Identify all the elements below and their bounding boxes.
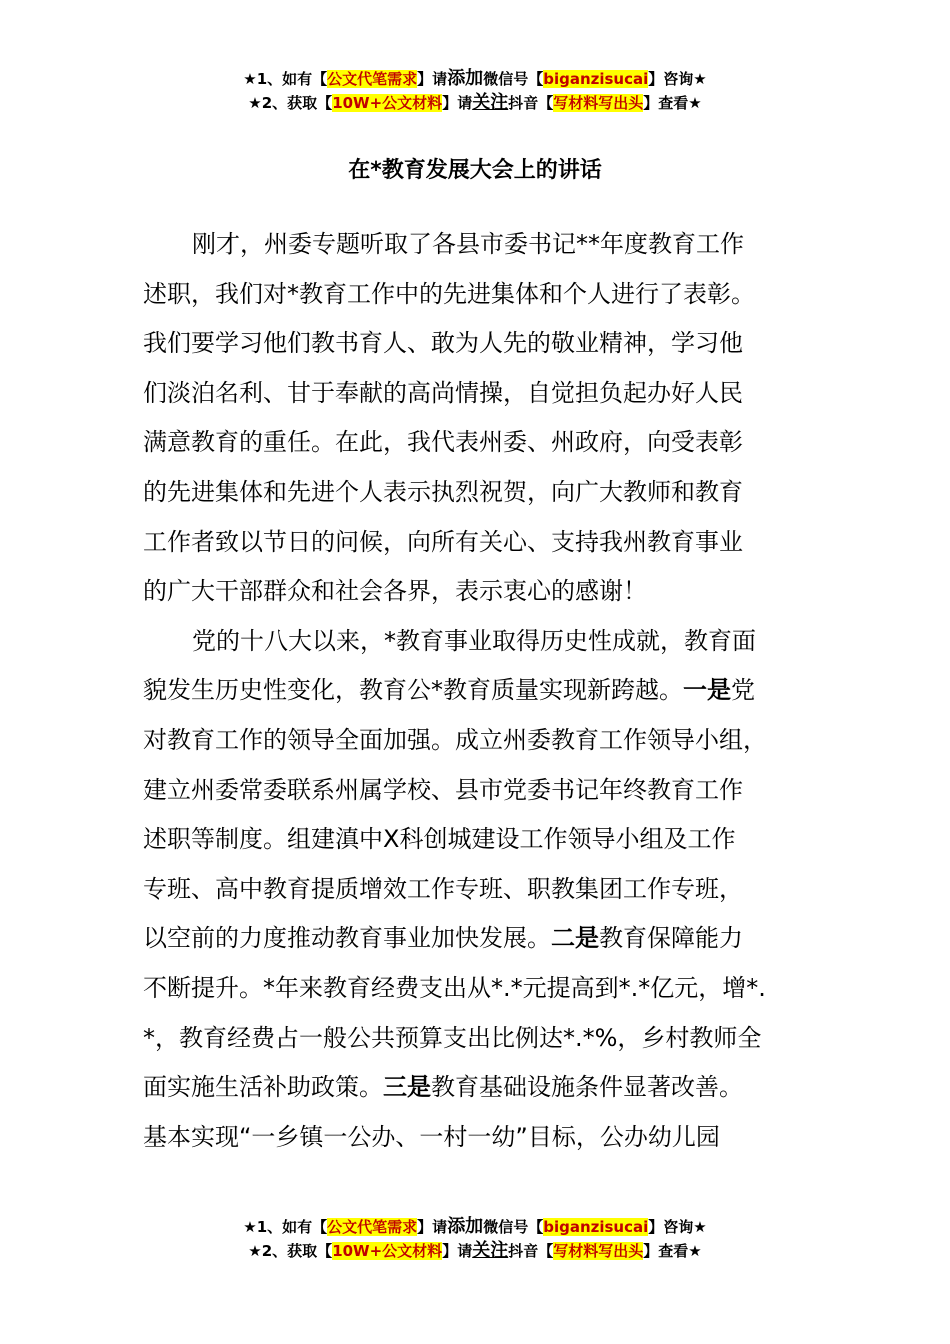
paragraph-line: 们淡泊名利、甘于奉献的高尚情操，自觉担负起办好人民 <box>143 378 743 407</box>
promo-text: 】查看★ <box>643 1242 702 1260</box>
paragraph-line: 我们要学习他们教书育人、敢为人先的敬业精神，学习他 <box>143 329 743 358</box>
promo-emphasis: 添加 <box>447 1216 484 1237</box>
promo-line-1 <box>0 68 950 92</box>
promo-highlight: 10W+公文材料 <box>332 1242 443 1260</box>
paragraph-line: 不断提升。*年来教育经费支出从*.*元提高到*.*亿元，增*. <box>143 973 766 1002</box>
promo-text: ★1、如有【 <box>243 1218 328 1236</box>
promo-text: 】请 <box>417 70 448 88</box>
promo-text: ★2、获取【 <box>248 94 333 112</box>
paragraph-line: 述职等制度。组建滇中X科创城建设工作领导小组及工作 <box>143 825 736 854</box>
promo-text: 】查看★ <box>643 94 702 112</box>
line-segment: 以空前的力度推动教育事业加快发展。 <box>143 924 551 953</box>
promo-text: 抖音【 <box>508 94 554 112</box>
line-segment: 党 <box>731 676 755 705</box>
promo-text: ★2、获取【 <box>248 1242 333 1260</box>
paragraph-line <box>143 1063 811 1113</box>
document-body <box>143 220 811 1162</box>
paragraph-line: *，教育经费占一般公共预算支出比例达*.*%，乡村教师全 <box>143 1023 762 1052</box>
promo-header <box>0 68 950 116</box>
paragraph-line <box>143 666 811 716</box>
promo-text: 】咨询★ <box>648 70 707 88</box>
promo-text: 】咨询★ <box>648 1218 707 1236</box>
promo-line-2 <box>0 1240 950 1264</box>
promo-text: 】请 <box>417 1218 448 1236</box>
promo-highlight: biganzisucai <box>543 70 649 88</box>
line-segment: 教育保障能力 <box>599 924 743 953</box>
promo-emphasis: 关注 <box>472 1240 509 1261</box>
paragraph-line: 建立州委常委联系州属学校、县市党委书记年终教育工作 <box>143 775 743 804</box>
paragraph-line: 满意教育的重任。在此，我代表州委、州政府，向受表彰 <box>143 428 743 457</box>
promo-highlight: 10W+公文材料 <box>332 94 443 112</box>
promo-highlight: biganzisucai <box>543 1218 649 1236</box>
paragraph-line: 的先进集体和先进个人表示执烈祝贺，向广大教师和教育 <box>143 477 743 506</box>
promo-text: 微信号【 <box>483 70 544 88</box>
promo-text: 】请 <box>442 1242 473 1260</box>
paragraph-line: 刚才，州委专题听取了各县市委书记**年度教育工作 <box>192 230 744 258</box>
paragraph-line: 对教育工作的领导全面加强。成立州委教育工作领导小组， <box>143 725 767 754</box>
paragraph-line: 述职，我们对*教育工作中的先进集体和个人进行了表彰。 <box>143 279 755 308</box>
promo-footer <box>0 1216 950 1264</box>
promo-emphasis: 添加 <box>447 68 484 89</box>
line-segment: 貌发生历史性变化，教育公*教育质量实现新跨越。 <box>143 676 683 705</box>
bold-marker: 二是 <box>551 924 599 953</box>
promo-highlight: 公文代笔需求 <box>327 70 418 88</box>
promo-highlight: 公文代笔需求 <box>327 1218 418 1236</box>
line-segment: 面实施生活补助政策。 <box>143 1073 383 1102</box>
promo-line-2 <box>0 92 950 116</box>
paragraph-line: 基本实现“一乡镇一公办、一村一幼”目标，公办幼儿园 <box>143 1122 720 1151</box>
paragraph-line: 党的十八大以来，*教育事业取得历史性成就，教育面 <box>192 626 756 655</box>
line-segment: 教育基础设施条件显著改善。 <box>431 1073 743 1102</box>
bold-marker: 三是 <box>383 1073 431 1102</box>
promo-highlight: 写材料写出头 <box>553 1242 644 1260</box>
paragraph-line: 专班、高中教育提质增效工作专班、职教集团工作专班， <box>143 874 743 903</box>
paragraph-line <box>143 914 811 964</box>
promo-text: 微信号【 <box>483 1218 544 1236</box>
promo-emphasis: 关注 <box>472 92 509 113</box>
promo-text: 抖音【 <box>508 1242 554 1260</box>
promo-highlight: 写材料写出头 <box>553 94 644 112</box>
bold-marker: 一是 <box>683 676 731 705</box>
paragraph-line: 工作者致以节日的问候，向所有关心、支持我州教育事业 <box>143 527 743 556</box>
paragraph-line: 的广大干部群众和社会各界，表示衷心的感谢！ <box>143 577 647 606</box>
promo-text: ★1、如有【 <box>243 70 328 88</box>
document-title: 在*教育发展大会上的讲话 <box>348 158 602 183</box>
promo-line-1 <box>0 1216 950 1240</box>
promo-text: 】请 <box>442 94 473 112</box>
